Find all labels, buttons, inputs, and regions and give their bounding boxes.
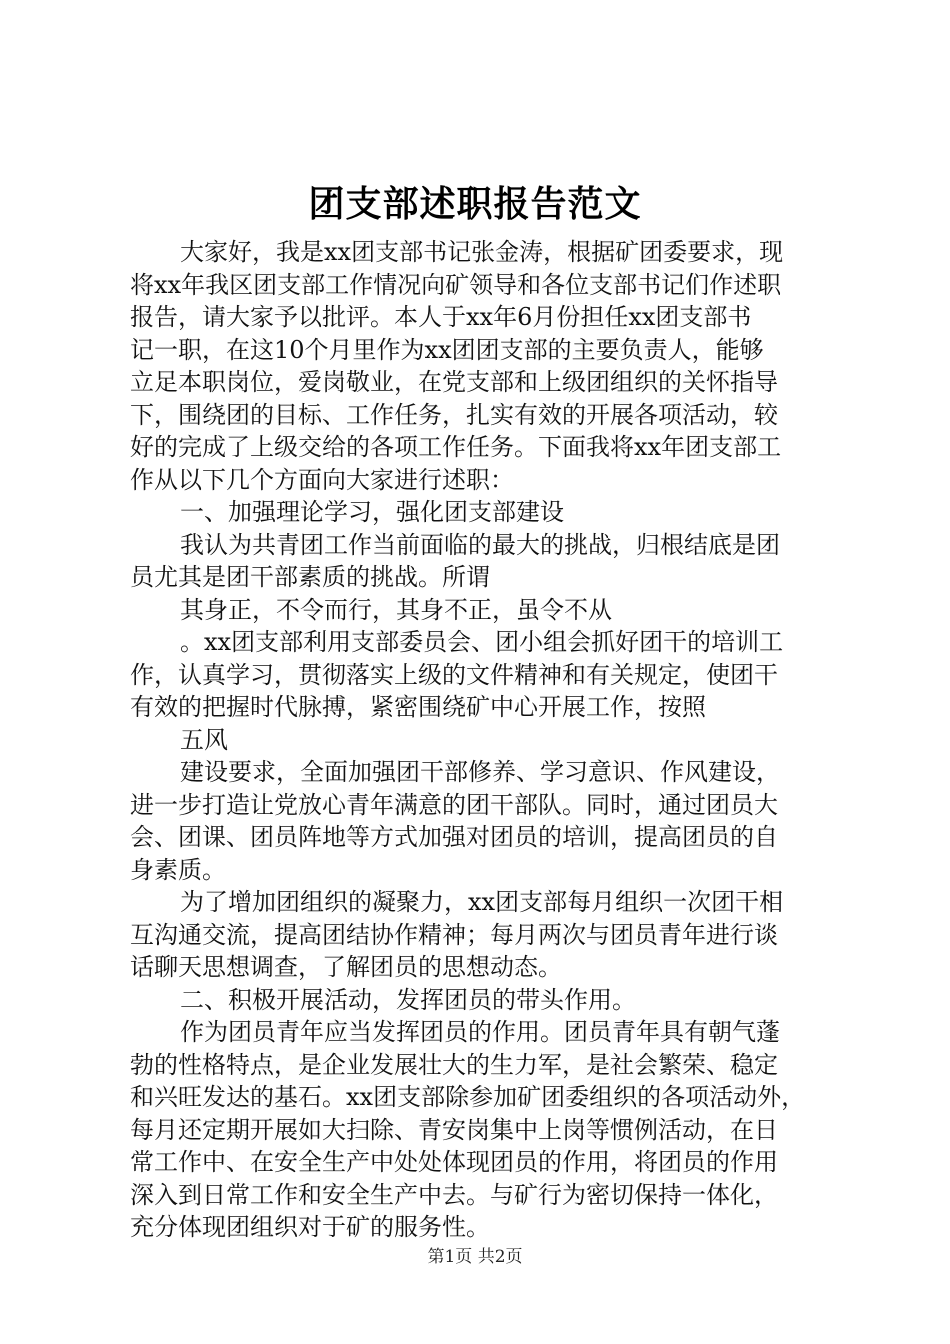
text-line: 下，围绕团的目标、工作任务，扎实有效的开展各项活动，较	[130, 400, 778, 429]
text-line: 会、团课、团员阵地等方式加强对团员的培训，提高团员的自	[130, 823, 778, 851]
text-line: 我认为共青团工作当前面临的最大的挑战，归根结底是团	[180, 530, 780, 559]
text-line: 其身正，不令而行，其身不正，虽令不从	[180, 595, 612, 624]
text-line: 常工作中、在安全生产中处处体现团员的作用，将团员的作用	[130, 1148, 778, 1176]
text-line: 立足本职岗位，爱岗敬业，在党支部和上级团组织的关怀指导	[130, 368, 778, 396]
text-line: 进一步打造让党放心青年满意的团干部队。同时，通过团员大	[130, 790, 778, 819]
text-line: 作，认真学习，贯彻落实上级的文件精神和有关规定，使团干	[130, 660, 778, 689]
text-line: 作从以下几个方面向大家进行述职：	[130, 465, 514, 494]
text-line: 将xx年我区团支部工作情况向矿领导和各位支部书记们作述职	[130, 270, 782, 299]
text-line: 互沟通交流，提高团结协作精神；每月两次与团员青年进行谈	[130, 920, 778, 949]
text-line: 和兴旺发达的基石。xx团支部除参加矿团委组织的各项活动外，	[130, 1083, 806, 1111]
text-line: 员尤其是团干部素质的挑战。所谓	[130, 563, 490, 591]
text-line: 勃的性格特点，是企业发展壮大的生力军，是社会繁荣、稳定	[130, 1050, 778, 1079]
text-line: 充分体现团组织对于矿的服务性。	[130, 1213, 490, 1241]
text-line: 作为团员青年应当发挥团员的作用。团员青年具有朝气蓬	[180, 1018, 780, 1046]
document-body	[130, 236, 840, 1244]
text-line: 每月还定期开展如大扫除、青安岗集中上岗等惯例活动，在日	[130, 1115, 778, 1144]
text-line: 身素质。	[130, 855, 226, 884]
text-line: 话聊天思想调查，了解团员的思想动态。	[130, 953, 562, 981]
text-line: 。xx团支部利用支部委员会、团小组会抓好团干的培训工	[180, 628, 784, 656]
text-line: 有效的把握时代脉搏，紧密围绕矿中心开展工作，按照	[130, 693, 706, 721]
section-heading: 一、加强理论学习，强化团支部建设	[180, 498, 564, 526]
document-title: 团支部述职报告范文	[308, 183, 642, 225]
text-line: 大家好，我是xx团支部书记张金涛，根据矿团委要求，现	[180, 238, 784, 266]
text-line: 记一职，在这10个月里作为xx团团支部的主要负责人，能够	[130, 335, 764, 364]
section-heading: 二、积极开展活动，发挥团员的带头作用。	[180, 985, 636, 1014]
text-line: 建设要求，全面加强团干部修养、学习意识、作风建设，	[180, 758, 780, 786]
page-footer: 第1页 共2页	[427, 1247, 523, 1267]
text-line: 深入到日常工作和安全生产中去。与矿行为密切保持一体化，	[130, 1180, 778, 1209]
text-line: 五风	[180, 725, 228, 754]
text-line: 报告，请大家予以批评。本人于xx年6月份担任xx团支部书	[130, 303, 752, 331]
text-line: 为了增加团组织的凝聚力，xx团支部每月组织一次团干相	[180, 888, 784, 916]
text-line: 好的完成了上级交给的各项工作任务。下面我将xx年团支部工	[130, 433, 782, 461]
